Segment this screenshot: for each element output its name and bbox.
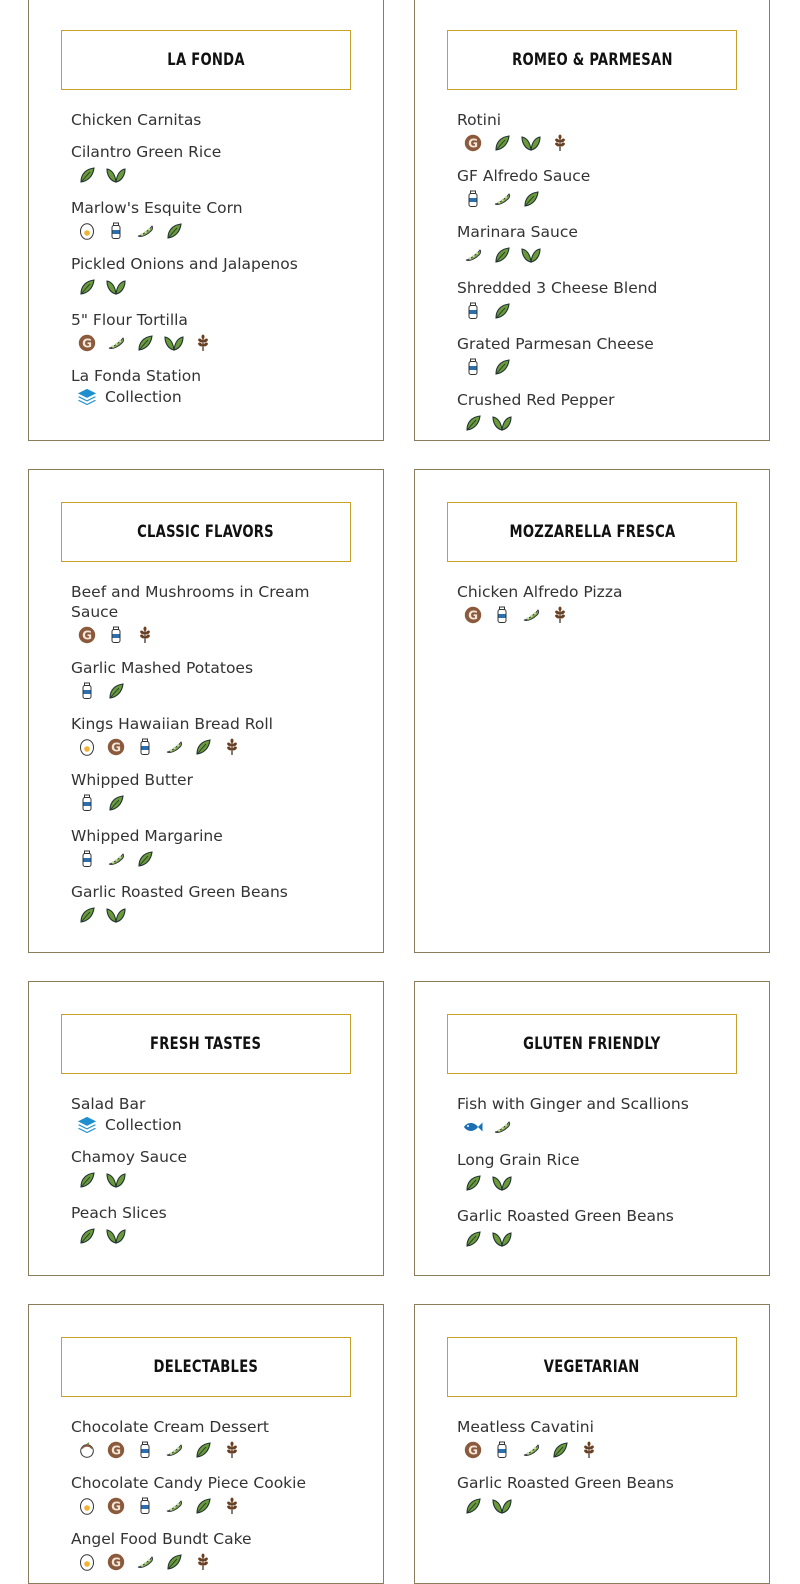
menu-item-name[interactable]: Whipped Butter	[71, 771, 193, 789]
wheat-icon	[222, 737, 242, 757]
wheat-icon	[579, 1440, 599, 1460]
dietary-icons	[77, 276, 343, 298]
menu-item[interactable]	[457, 582, 729, 626]
dietary-icons	[77, 220, 343, 242]
vegan-icon	[106, 277, 126, 297]
soy-icon	[492, 1117, 512, 1137]
vegetarian-icon	[135, 333, 155, 353]
station-card	[414, 1304, 770, 1584]
menu-item-name[interactable]: Meatless Cavatini	[457, 1418, 594, 1436]
dietary-icons	[77, 904, 343, 926]
menu-item-name[interactable]: La Fonda Station	[71, 367, 202, 385]
menu-item-list	[415, 562, 769, 626]
vegetarian-icon	[106, 793, 126, 813]
station-card	[414, 981, 770, 1276]
menu-item[interactable]	[457, 1094, 729, 1138]
vegetarian-icon	[193, 1440, 213, 1460]
menu-item[interactable]	[71, 1417, 343, 1461]
milk-icon	[463, 301, 483, 321]
menu-item[interactable]	[71, 882, 343, 926]
wheat-icon	[193, 1552, 213, 1572]
dietary-icons	[77, 1169, 343, 1191]
svg-text:G: G	[111, 1499, 121, 1514]
milk-icon	[77, 849, 97, 869]
menu-item[interactable]	[457, 1150, 729, 1194]
gluten-icon	[106, 1440, 126, 1460]
collection-label: Collection	[105, 1116, 182, 1134]
dietary-icons	[463, 244, 729, 266]
vegetarian-icon	[463, 1229, 483, 1249]
dietary-icons	[463, 132, 729, 154]
soy-icon	[521, 1440, 541, 1460]
menu-item[interactable]	[71, 1094, 343, 1135]
milk-icon	[492, 1440, 512, 1460]
menu-item-name[interactable]: Marlow's Esquite Corn	[71, 199, 243, 217]
wheat-icon	[222, 1440, 242, 1460]
menu-item-list	[415, 1397, 769, 1517]
menu-item-list	[29, 562, 383, 926]
collection-link[interactable]	[71, 387, 343, 407]
vegetarian-icon	[463, 1173, 483, 1193]
soy-icon	[164, 737, 184, 757]
vegetarian-icon	[492, 245, 512, 265]
svg-text:G: G	[468, 136, 478, 151]
vegetarian-icon	[164, 221, 184, 241]
station-title-box	[61, 1337, 351, 1397]
menu-item[interactable]	[71, 254, 343, 298]
dietary-icons	[77, 1225, 343, 1247]
gluten-icon	[77, 333, 97, 353]
dietary-icons	[77, 332, 343, 354]
soy-icon	[106, 333, 126, 353]
menu-item[interactable]	[457, 166, 729, 210]
menu-item-name[interactable]: Cilantro Green Rice	[71, 143, 222, 161]
dietary-icons	[77, 792, 343, 814]
menu-item-name[interactable]: Garlic Roasted Green Beans	[457, 1207, 674, 1225]
menu-item[interactable]	[71, 198, 343, 242]
menu-item-name[interactable]: Fish with Ginger and Scallions	[457, 1095, 689, 1113]
gluten-icon	[106, 1552, 126, 1572]
menu-item[interactable]	[457, 222, 729, 266]
vegetarian-icon	[77, 277, 97, 297]
station-title: MOZZARELLA FRESCA	[509, 522, 675, 542]
fish-icon	[463, 1117, 483, 1137]
menu-item[interactable]	[457, 110, 729, 154]
dietary-icons	[77, 164, 343, 186]
dietary-icons	[77, 736, 343, 758]
station-card	[28, 0, 384, 441]
menu-item-name[interactable]: Chocolate Cream Dessert	[71, 1418, 270, 1436]
menu-item[interactable]	[457, 390, 729, 434]
menu-item[interactable]	[71, 310, 343, 354]
egg-icon	[77, 221, 97, 241]
dietary-icons	[463, 412, 729, 434]
stack-icon	[77, 387, 97, 407]
vegetarian-icon	[492, 133, 512, 153]
station-title: CLASSIC FLAVORS	[137, 522, 275, 542]
station-title-box	[447, 1014, 737, 1074]
menu-item-name[interactable]: Chocolate Candy Piece Cookie	[71, 1474, 307, 1492]
menu-item[interactable]	[71, 658, 343, 702]
menu-item[interactable]	[457, 1473, 729, 1517]
menu-item-name[interactable]: Chicken Alfredo Pizza	[457, 583, 623, 601]
menu-item[interactable]	[457, 1417, 729, 1461]
wheat-icon	[193, 333, 213, 353]
vegetarian-icon	[193, 1496, 213, 1516]
dietary-icons	[77, 624, 343, 646]
dietary-icons	[463, 356, 729, 378]
menu-item[interactable]	[71, 110, 343, 130]
menu-item-list	[29, 90, 383, 407]
menu-item[interactable]	[71, 1529, 343, 1573]
menu-item[interactable]	[457, 334, 729, 378]
dietary-icons	[463, 1116, 729, 1138]
egg-icon	[77, 1552, 97, 1572]
menu-item-name[interactable]: Angel Food Bundt Cake	[71, 1530, 252, 1548]
vegan-icon	[106, 905, 126, 925]
gluten-icon	[77, 625, 97, 645]
vegetarian-icon	[77, 905, 97, 925]
coconut-icon	[77, 1440, 97, 1460]
dietary-icons	[77, 1495, 343, 1517]
soy-icon	[135, 1552, 155, 1572]
gluten-icon	[463, 605, 483, 625]
station-card	[28, 981, 384, 1276]
dietary-icons	[77, 1439, 343, 1461]
svg-text:G: G	[468, 608, 478, 623]
menu-item-name[interactable]: 5" Flour Tortilla	[71, 311, 188, 329]
menu-item-name[interactable]: Peach Slices	[71, 1204, 167, 1222]
soy-icon	[463, 245, 483, 265]
station-card	[414, 469, 770, 953]
dietary-icons	[463, 1495, 729, 1517]
menu-item[interactable]	[71, 142, 343, 186]
collection-link[interactable]	[71, 1115, 343, 1135]
vegetarian-icon	[492, 357, 512, 377]
dietary-icons	[463, 1172, 729, 1194]
vegetarian-icon	[463, 413, 483, 433]
vegan-icon	[492, 1173, 512, 1193]
station-title-box	[447, 1337, 737, 1397]
vegan-icon	[521, 245, 541, 265]
dietary-icons	[77, 1551, 343, 1573]
station-title: DELECTABLES	[153, 1357, 259, 1377]
station-title-box	[61, 30, 351, 90]
vegan-icon	[106, 1170, 126, 1190]
dietary-icons	[463, 300, 729, 322]
dietary-icons	[463, 188, 729, 210]
egg-icon	[77, 1496, 97, 1516]
gluten-icon	[106, 737, 126, 757]
vegetarian-icon	[550, 1440, 570, 1460]
milk-icon	[135, 1496, 155, 1516]
menu-item[interactable]	[71, 1203, 343, 1247]
station-title: FRESH TASTES	[150, 1034, 262, 1054]
menu-item[interactable]	[71, 582, 343, 646]
svg-text:G: G	[111, 740, 121, 755]
gluten-icon	[463, 1440, 483, 1460]
station-title: VEGETARIAN	[544, 1357, 640, 1377]
svg-text:G: G	[468, 1443, 478, 1458]
vegetarian-icon	[492, 301, 512, 321]
menu-item-list	[29, 1397, 383, 1573]
vegetarian-icon	[135, 849, 155, 869]
menu-item[interactable]	[71, 826, 343, 870]
station-title: GLUTEN FRIENDLY	[523, 1034, 661, 1054]
vegetarian-icon	[77, 1226, 97, 1246]
menu-item-name[interactable]: Chicken Carnitas	[71, 111, 202, 129]
gluten-icon	[106, 1496, 126, 1516]
menu-item[interactable]	[71, 1147, 343, 1191]
menu-item-name[interactable]: Pickled Onions and Jalapenos	[71, 255, 298, 273]
wheat-icon	[550, 133, 570, 153]
soy-icon	[492, 189, 512, 209]
vegetarian-icon	[106, 681, 126, 701]
milk-icon	[463, 357, 483, 377]
menu-item-name[interactable]: Long Grain Rice	[457, 1151, 580, 1169]
station-card	[28, 1304, 384, 1584]
soy-icon	[135, 221, 155, 241]
menu-item[interactable]	[71, 770, 343, 814]
station-title-box	[61, 502, 351, 562]
vegetarian-icon	[164, 1552, 184, 1572]
menu-item-name[interactable]: Crushed Red Pepper	[457, 391, 615, 409]
vegetarian-icon	[521, 189, 541, 209]
menu-item[interactable]	[457, 278, 729, 322]
menu-item-name[interactable]: Kings Hawaiian Bread Roll	[71, 715, 273, 733]
gluten-icon	[463, 133, 483, 153]
milk-icon	[106, 221, 126, 241]
milk-icon	[463, 189, 483, 209]
svg-text:G: G	[82, 336, 92, 351]
soy-icon	[521, 605, 541, 625]
menu-item-name[interactable]: Grated Parmesan Cheese	[457, 335, 654, 353]
menu-item-name[interactable]: Whipped Margarine	[71, 827, 223, 845]
vegan-icon	[492, 1496, 512, 1516]
vegan-icon	[106, 165, 126, 185]
station-title: LA FONDA	[167, 50, 245, 70]
vegan-icon	[492, 413, 512, 433]
collection-label: Collection	[105, 388, 182, 406]
soy-icon	[164, 1440, 184, 1460]
station-title-box	[61, 1014, 351, 1074]
menu-item-name[interactable]: Garlic Mashed Potatoes	[71, 659, 254, 677]
menu-item-name[interactable]: Chamoy Sauce	[71, 1148, 188, 1166]
vegetarian-icon	[193, 737, 213, 757]
stack-icon	[77, 1115, 97, 1135]
vegan-icon	[106, 1226, 126, 1246]
milk-icon	[135, 1440, 155, 1460]
vegetarian-icon	[77, 1170, 97, 1190]
milk-icon	[106, 625, 126, 645]
menu-item[interactable]	[71, 1473, 343, 1517]
menu-item-list	[415, 90, 769, 434]
vegan-icon	[521, 133, 541, 153]
menu-item-name[interactable]: Rotini	[457, 111, 502, 129]
wheat-icon	[222, 1496, 242, 1516]
menu-item-name[interactable]: Salad Bar	[71, 1095, 146, 1113]
station-title-box	[447, 30, 737, 90]
menu-item-list	[415, 1074, 769, 1250]
menu-item-name[interactable]: Garlic Roasted Green Beans	[71, 883, 288, 901]
milk-icon	[77, 681, 97, 701]
dietary-icons	[463, 1228, 729, 1250]
soy-icon	[106, 849, 126, 869]
dietary-icons	[463, 1439, 729, 1461]
menu-item-name[interactable]: Shredded 3 Cheese Blend	[457, 279, 658, 297]
wheat-icon	[135, 625, 155, 645]
menu-item-name[interactable]: Beef and Mushrooms in Cream Sauce	[71, 583, 310, 621]
svg-text:G: G	[82, 628, 92, 643]
soy-icon	[164, 1496, 184, 1516]
menu-item-name[interactable]: GF Alfredo Sauce	[457, 167, 591, 185]
milk-icon	[135, 737, 155, 757]
svg-text:G: G	[111, 1555, 121, 1570]
svg-text:G: G	[111, 1443, 121, 1458]
milk-icon	[492, 605, 512, 625]
milk-icon	[77, 793, 97, 813]
station-title-box	[447, 502, 737, 562]
station-card	[414, 0, 770, 441]
vegan-icon	[164, 333, 184, 353]
wheat-icon	[550, 605, 570, 625]
menu-item-list	[29, 1074, 383, 1247]
vegan-icon	[492, 1229, 512, 1249]
dietary-icons	[463, 604, 729, 626]
menu-item-name[interactable]: Marinara Sauce	[457, 223, 578, 241]
vegetarian-icon	[463, 1496, 483, 1516]
dietary-icons	[77, 680, 343, 702]
menu-item[interactable]	[71, 366, 343, 407]
vegetarian-icon	[77, 165, 97, 185]
egg-icon	[77, 737, 97, 757]
station-title: ROMEO & PARMESAN	[511, 50, 673, 70]
station-card	[28, 469, 384, 953]
menu-item[interactable]	[71, 714, 343, 758]
menu-item[interactable]	[457, 1206, 729, 1250]
menu-item-name[interactable]: Garlic Roasted Green Beans	[457, 1474, 674, 1492]
dietary-icons	[77, 848, 343, 870]
